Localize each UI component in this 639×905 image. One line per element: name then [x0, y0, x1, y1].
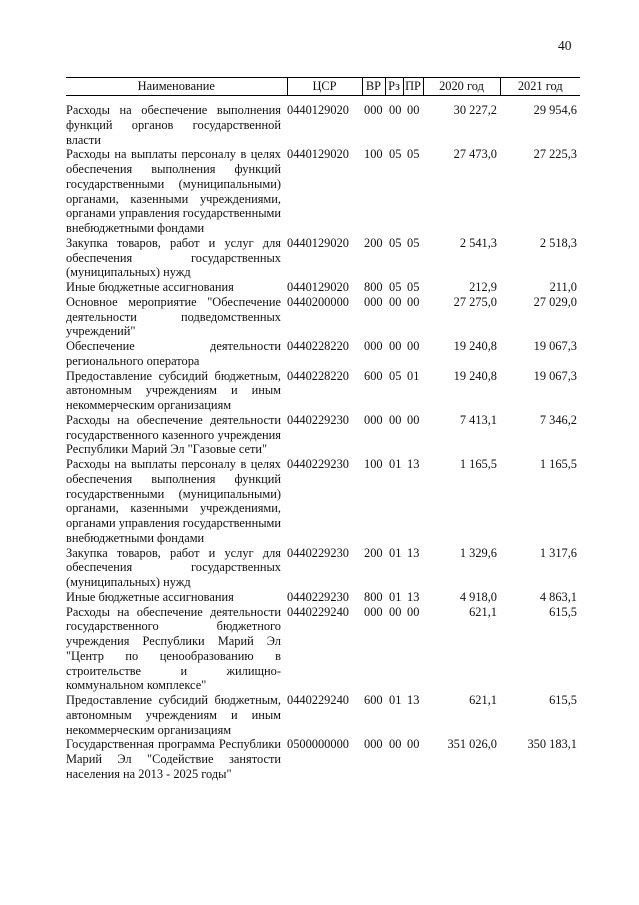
- row-csr: 0440129020: [287, 147, 349, 162]
- row-2020-amount: 621,1: [469, 693, 497, 707]
- row-2021-amount: 615,5: [549, 693, 577, 707]
- row-2021-amount: 27 225,3: [533, 147, 577, 162]
- row-2021-amount: 2 518,3: [539, 235, 577, 250]
- row-pr: 00: [407, 103, 420, 117]
- header-vr: ВР: [362, 78, 385, 96]
- row-2020-amount: 351 026,0: [447, 737, 497, 752]
- row-vr: 100: [364, 457, 383, 471]
- row-2020-amount: 621,1: [469, 604, 497, 619]
- row-2020-amount: 27 275,0: [453, 294, 497, 309]
- row-name: Расходы на обеспечение деятельности государственного казенного учреждения Республики Марий Эл "Газовые сети": [66, 412, 281, 457]
- header-csr: ЦСР: [287, 78, 362, 96]
- row-2020-amount: 2 541,3: [459, 235, 497, 250]
- row-rz: 00: [389, 604, 402, 619]
- row-pr: 00: [407, 294, 420, 309]
- row-pr: 05: [407, 235, 420, 250]
- header-2020: 2020 год: [423, 78, 500, 96]
- row-pr: 13: [407, 545, 420, 560]
- row-rz: 00: [389, 339, 402, 353]
- table-row: [66, 369, 580, 413]
- row-name: Государственная программа Республики Марий Эл "Содействие занятости населения на 2013 - 2025 годы": [66, 737, 281, 781]
- row-vr: 800: [364, 589, 383, 604]
- row-name: Основное мероприятие "Обеспечение деятельности подведомственных учреждений": [66, 294, 281, 339]
- table-row: [66, 693, 580, 737]
- row-2020-amount: 1 329,6: [459, 545, 497, 560]
- row-name: Обеспечение деятельности регионального оператора: [66, 339, 281, 368]
- row-vr: 000: [364, 737, 383, 752]
- row-pr: 13: [407, 457, 420, 471]
- row-csr: 0440229230: [287, 589, 349, 604]
- row-pr: 00: [407, 412, 420, 427]
- row-rz: 05: [389, 235, 402, 250]
- row-name: Расходы на обеспечение выполнения функций органов государственной власти: [66, 103, 281, 147]
- row-rz: 01: [389, 693, 402, 707]
- row-pr: 05: [407, 280, 420, 294]
- row-rz: 01: [389, 589, 402, 604]
- table-row: [66, 147, 580, 236]
- row-rz: 01: [389, 545, 402, 560]
- row-vr: 600: [364, 368, 383, 383]
- row-pr: 05: [407, 147, 420, 162]
- row-pr: 00: [407, 604, 420, 619]
- row-rz: 05: [389, 368, 402, 383]
- row-csr: 0440129020: [287, 103, 349, 117]
- row-vr: 800: [364, 280, 383, 294]
- table-row: [66, 236, 580, 280]
- table-row: [66, 605, 580, 694]
- row-pr: 00: [407, 339, 420, 353]
- row-2021-amount: 19 067,3: [533, 339, 577, 353]
- row-2020-amount: 7 413,1: [459, 412, 497, 427]
- table-row: [66, 737, 580, 781]
- row-2020-amount: 19 240,8: [453, 339, 497, 353]
- table-row: [66, 413, 580, 457]
- row-2021-amount: 350 183,1: [527, 737, 577, 752]
- row-vr: 000: [364, 604, 383, 619]
- row-rz: 00: [389, 737, 402, 752]
- row-csr: 0440200000: [287, 294, 349, 309]
- row-csr: 0500000000: [287, 737, 349, 752]
- row-name: Расходы на выплаты персоналу в целях обеспечения выполнения функций государственными (муниципальными) органами, казенными учреждениями, органами управления государственными внебюджетными фондами: [66, 147, 281, 235]
- row-2021-amount: 27 029,0: [533, 294, 577, 309]
- row-pr: 01: [407, 368, 420, 383]
- row-2021-amount: 7 346,2: [539, 412, 577, 427]
- table-row: [66, 590, 580, 605]
- row-vr: 600: [364, 693, 383, 707]
- row-2020-amount: 27 473,0: [453, 147, 497, 162]
- row-2020-amount: 19 240,8: [453, 368, 497, 383]
- row-vr: 200: [364, 545, 383, 560]
- row-name: Предоставление субсидий бюджетным, автономным учреждениям и иным некоммерческим организациям: [66, 368, 281, 412]
- row-name: Иные бюджетные ассигнования: [66, 589, 234, 604]
- row-name: Расходы на обеспечение деятельности государственного бюджетного учреждения Республики Марий Эл "Центр по ценообразованию в строительстве и жилищно-коммунальном комплексе": [66, 604, 281, 693]
- row-vr: 100: [364, 147, 383, 162]
- row-rz: 05: [389, 147, 402, 162]
- header-pr: ПР: [403, 78, 423, 96]
- row-pr: 13: [407, 589, 420, 604]
- header-rz: Рз: [385, 78, 403, 96]
- row-2020-amount: 212,9: [469, 280, 497, 294]
- row-rz: 05: [389, 280, 402, 294]
- row-2021-amount: 29 954,6: [533, 103, 577, 117]
- row-vr: 000: [364, 294, 383, 309]
- row-2021-amount: 4 863,1: [539, 589, 577, 604]
- row-vr: 000: [364, 412, 383, 427]
- header-name: Наименование: [66, 78, 287, 96]
- row-csr: 0440228220: [287, 368, 349, 383]
- row-csr: 0440229230: [287, 545, 349, 560]
- row-csr: 0440129020: [287, 235, 349, 250]
- table-row: [66, 295, 580, 339]
- row-2021-amount: 211,0: [549, 280, 577, 294]
- table-header-row: [66, 78, 580, 96]
- row-vr: 000: [364, 339, 383, 353]
- row-name: Предоставление субсидий бюджетным, автономным учреждениям и иным некоммерческим организациям: [66, 693, 281, 737]
- row-rz: 00: [389, 412, 402, 427]
- row-2020-amount: 1 165,5: [459, 457, 497, 471]
- row-pr: 13: [407, 693, 420, 707]
- row-name: Расходы на выплаты персоналу в целях обеспечения выполнения функций государственными (муниципальными) органами, казенными учреждениями, органами управления государственными внебюджетными фондами: [66, 457, 281, 545]
- row-rz: 01: [389, 457, 402, 471]
- row-name: Закупка товаров, работ и услуг для обеспечения государственных (муниципальных) нужд: [66, 545, 281, 589]
- row-2020-amount: 4 918,0: [459, 589, 497, 604]
- table-row: [66, 280, 580, 295]
- row-csr: 0440229240: [287, 604, 349, 619]
- row-2020-amount: 30 227,2: [453, 103, 497, 117]
- table-row: [66, 546, 580, 590]
- row-2021-amount: 1 165,5: [539, 457, 577, 471]
- row-csr: 0440228220: [287, 339, 349, 353]
- table-body: [66, 96, 580, 782]
- row-csr: 0440129020: [287, 280, 349, 294]
- row-vr: 200: [364, 235, 383, 250]
- row-vr: 000: [364, 103, 383, 117]
- row-csr: 0440229230: [287, 412, 349, 427]
- row-name: Закупка товаров, работ и услуг для обеспечения государственных (муниципальных) нужд: [66, 235, 281, 280]
- table-row: [66, 96, 580, 148]
- row-name: Иные бюджетные ассигнования: [66, 280, 234, 294]
- header-2021: 2021 год: [500, 78, 580, 96]
- row-2021-amount: 1 317,6: [539, 545, 577, 560]
- table-row: [66, 339, 580, 369]
- row-csr: 0440229230: [287, 457, 349, 471]
- table-row: [66, 457, 580, 546]
- page-number: 40: [558, 38, 572, 53]
- row-2021-amount: 615,5: [549, 604, 577, 619]
- budget-table: [66, 77, 580, 782]
- row-rz: 00: [389, 294, 402, 309]
- row-pr: 00: [407, 737, 420, 752]
- row-csr: 0440229240: [287, 693, 349, 707]
- row-2021-amount: 19 067,3: [533, 368, 577, 383]
- row-rz: 00: [389, 103, 402, 117]
